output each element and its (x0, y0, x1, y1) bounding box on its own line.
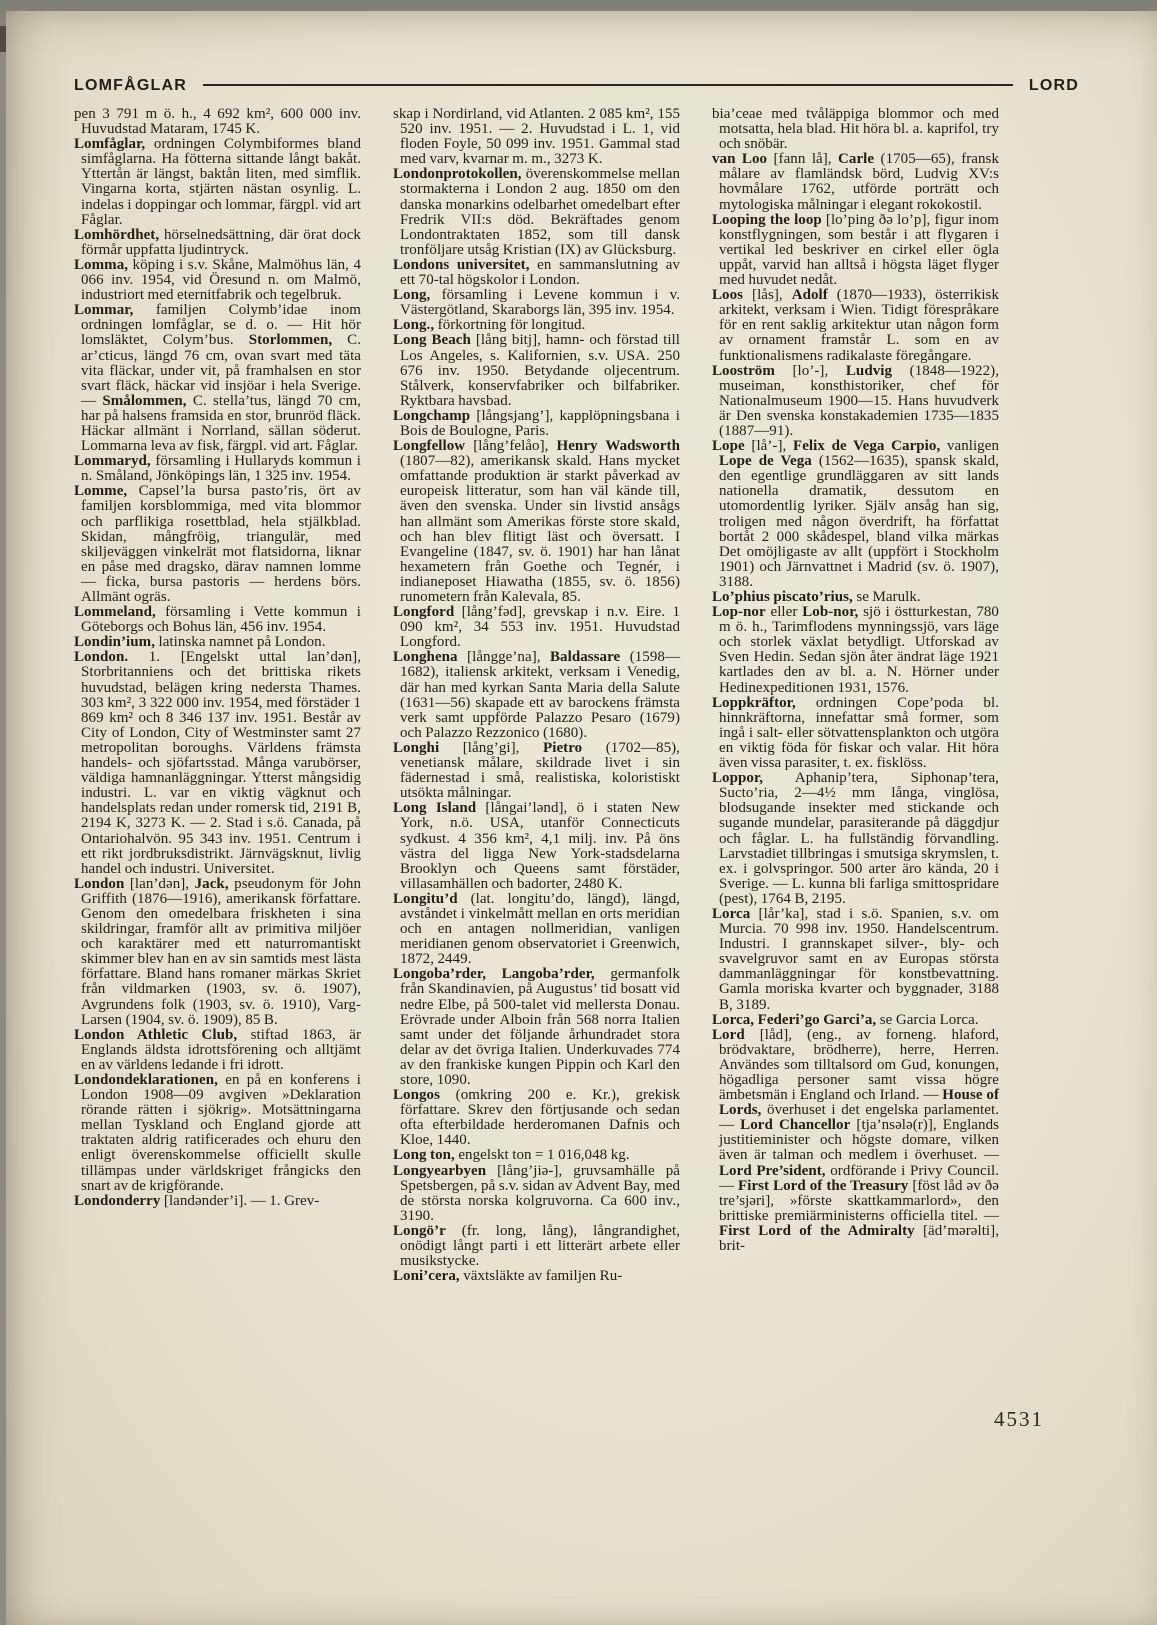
entry-headword: Longchamp (393, 407, 471, 424)
entry-headword: Londin’ium, (74, 634, 155, 651)
entry-headword: Longyearbyen (393, 1162, 487, 1179)
scanned-page (6, 11, 1157, 1625)
entry-headword: Loppkräftor, (712, 694, 796, 711)
entry-bold-text: Pietro (543, 739, 583, 756)
encyclopedia-entry: Lommeland, församling i Vette kommun i Göteborgs och Bohus län, 456 inv. 1954. (74, 604, 361, 636)
entry-headword: Lomfåglar, (74, 136, 146, 153)
entry-headword: Lomma, (74, 256, 129, 273)
encyclopedia-entry: Londondeklarationen, en på en konferens i London 1908—09 avgiven »Deklaration rörande rätten i sjökrig». Motsättningarna mellan Tyskland och England gjorde att traktaten aldrig ratificerades och ehuru den enligt överenskommelse officiellt skulle tillämpas under världskriget frångicks den snart av de krigförande. (74, 1072, 361, 1194)
entry-headword: Longö’r (393, 1222, 446, 1239)
encyclopedia-entry: Lomhördhet, hörselnedsättning, där örat dock förmår uppfatta ljudintryck. (74, 226, 361, 258)
encyclopedia-entry: Longhena [långge’na], Baldassare (1598—1682), italiensk arkitekt, verksam i Venedig, där han med kyrkan Santa Maria della Salute (1631—56) skapade ett av barockens främsta verk samt uppförde Palazzo Pesaro (1679) och Palazzo Rezzonico (1680). (393, 649, 680, 741)
entry-bold-text: Lord Chancellor (740, 1117, 851, 1134)
text-columns (74, 107, 999, 1284)
entry-bold-text: Adolf (791, 287, 828, 304)
encyclopedia-entry: Looping the loop [lo’ping ðə lo’p], figur inom konstflygningen, som består i att flygaren i vertikal led beskriver en cirkel eller ögla uppåt, varvid han alltså i högsta läget flyger med huvudet nedåt. (712, 211, 999, 289)
entry-headword: Lommar, (74, 302, 134, 319)
page-header (74, 77, 1079, 95)
encyclopedia-entry: Longfellow [lång’felåo], Henry Wadsworth (1807—82), amerikansk skald. Hans mycket omfattande produktion är starkt påverkad av europeisk litteratur, som han väl kände till, även den svenska. Under sin livstid ansågs han allmänt som Amerikas förste store skald, och han blev flitigt läst och översatt. I Evangeline (1847, sv. ö. 1901) har han lånat hexametern från Goethe och Tegnér, i indianeposet Hiawatha (1855, sv. ö. 1856) runometern från Kalevala, 85. (393, 438, 680, 605)
entry-headword: Londonprotokollen, (393, 166, 522, 183)
encyclopedia-entry: Loni’cera, växtsläkte av familjen Ru- (393, 1268, 623, 1285)
entry-headword: Londons universitet, (393, 256, 530, 273)
entry-bold-text: Carle (838, 151, 875, 168)
entry-headword: Looström (712, 362, 775, 379)
encyclopedia-entry: van Loo [fann lå], Carle (1705—65), fransk målare av flamländsk börd, Ludvig XV:s hovmålare 1762, utförde porträtt och mytologiska målningar i elegant rokokostil. (712, 151, 999, 213)
encyclopedia-entry: Loppor, Aphanip’tera, Siphonap’tera, Sucto’ria, 2—4½ mm långa, vinglösa, blodsugande insekter med stickande och sugande mundelar, parasiterande på däggdjur och fåglar. L. ha fullständig förvandling. Larvstadiet tillbringas i smutsiga skrymslen, t. ex. i golvspringor. 500 arter äro kända, 20 i Sverige. — L. kunna bli farliga smittospridare (pest), 1764 B, 2195. (712, 770, 999, 907)
entry-headword: London (74, 875, 125, 892)
entry-headword: Lommeland, (74, 604, 156, 621)
encyclopedia-entry: Long, församling i Levene kommun i v. Västergötland, Skaraborgs län, 395 inv. 1954. (393, 287, 680, 319)
encyclopedia-entry: Lomme, Capsel’la bursa pasto’ris, ört av familjen korsblommiga, med vita blommor och parflikiga rosettblad, hela stjälkblad. Skidan, mångfröig, triangulär, med skiljeväggen vinkelrät mot flatsidorna, liknar en påse med dragsko, därav namnen lomme — ficka, bursa pastoris — herdens börs. Allmänt ogräs. (74, 483, 361, 605)
entry-headword: Lorca, (712, 1011, 755, 1028)
entry-headword: Lord (712, 1026, 745, 1043)
entry-bold-text: Baldassare (550, 649, 621, 666)
encyclopedia-entry: Lomma, köping i s.v. Skåne, Malmöhus län, 4 066 inv. 1954, vid Öresund n. om Malmö, industriort med eternitfabrik och tegelbruk. (74, 256, 361, 304)
encyclopedia-entry: bia’ceae med tvåläppiga blommor och med motsatta, hela blad. Hit höra bl. a. kaprifol, try och snöbär. (712, 106, 999, 153)
entry-bold-text: House of Lords, (719, 1087, 999, 1119)
encyclopedia-entry: Longford [lång’fəd], grevskap i n.v. Eire. 1 090 km², 34 553 inv. 1951. Huvudstad Longford. (393, 604, 680, 651)
entry-bold-text: Federi’go Garci’a, (757, 1011, 877, 1028)
text-column-2 (393, 107, 680, 1284)
encyclopedia-entry: Lord [låd], (eng., av forneng. hlaford, brödvaktare, brödherre), herre, Herren. Användes som tilltalsord om Gud, konungen, högadliga personer samt vissa högre ämbetsmän i England och Irland. — House of Lords, överhuset i det engelska parlamentet. — Lord Chancellor [tja’nsələ(r)], Englands justitieminister och högste domare, vilken även är talman och medlem i överhuset. — Lord Pre’sident, ordförande i Privy Council. — First Lord of the Treasury [föst låd əv ðə tre’sjəri], »förste skattkammarlord», den brittiske premiärministerns officiella titel. — First Lord of the Admiralty [äd’mərəlti], brit- (712, 1026, 1000, 1255)
entry-bold-text: First Lord of the Treasury (738, 1177, 909, 1194)
entry-headword: Long, (393, 287, 431, 304)
text-column-3 (712, 107, 999, 1284)
entry-headword: Looping the loop (712, 211, 822, 228)
entry-headword: Loni’cera, (393, 1268, 460, 1285)
entry-headword: Lop-nor (712, 604, 766, 621)
entry-bold-text: First Lord of the Admiralty (719, 1222, 915, 1239)
encyclopedia-entry: Longitu’d (lat. longitu’do, längd), längd, avståndet i vinkelmått mellan en orts meridian och en antagen nollmeridian, vanligen meridianen genom observatoriet i Greenwich, 1872, 2449. (393, 890, 680, 968)
encyclopedia-entry: Long., förkortning för longitud. (393, 317, 586, 334)
encyclopedia-entry: Lomfåglar, ordningen Colymbiformes bland simfåglarna. Ha fötterna sittande långt bakåt. Yttertån är längst, baktån liten, med simflik. Vingarna korta, stjärten nästan osynlig. L. indelas i doppingar och lommar, färgpl. vid art Fåglar. (74, 136, 361, 228)
encyclopedia-entry: Longö’r (fr. long, lång), långrandighet, onödigt långt parti i ett litterärt arbete eller musikstycke. (393, 1222, 680, 1270)
encyclopedia-entry: Long ton, engelskt ton = 1 016,048 kg. (393, 1147, 630, 1164)
entry-bold-text: Jack, (194, 875, 229, 892)
page-number: 4531 (994, 1407, 1044, 1431)
encyclopedia-entry: Lorca [lår’ka], stad i s.ö. Spanien, s.v. om Murcia. 70 998 inv. 1950. Handelscentrum. Industri. I grannskapet silver-, bly- och svavelgruvor samt en av Europas största dammanläggningar för konstbevattning. Gamla moriska kvarter och byggnader, 3188 B, 3189. (712, 905, 999, 1013)
entry-headword: Long ton, (393, 1147, 455, 1164)
entry-headword: Long Beach (393, 332, 471, 349)
entry-headword: Lommaryd, (74, 453, 151, 470)
encyclopedia-entry: London Athletic Club, stiftad 1863, är Englands äldsta idrottsförening och alltjämt en av världens ledande i fri idrott. (74, 1026, 361, 1073)
entry-headword: Longfellow (393, 438, 466, 455)
encyclopedia-entry: Londin’ium, latinska namnet på London. (74, 634, 326, 651)
entry-headword: Longford (393, 604, 455, 621)
entry-headword: Lomhördhet, (74, 226, 160, 243)
page-content (6, 11, 1157, 1284)
entry-headword: London Athletic Club, (74, 1026, 238, 1043)
encyclopedia-entry: Long Beach [lång bitj], hamn- och förstad till Los Angeles, s. Kalifornien, s.v. USA. 250 676 inv. 1950. Betydande oljecentrum. Stålverk, konservfabriker och bilfabriker. Ryktbara havsbad. (393, 332, 680, 409)
entry-headword: Loos (712, 287, 744, 304)
running-head-right: LORD (1028, 77, 1079, 94)
encyclopedia-entry: Lommar, familjen Colymb’idae inom ordningen lomfåglar, se d. o. — Hit hör lomsläktet, Colym’bus. Storlommen, C. ar’cticus, längd 76 cm, ovan svart med täta vita fläckar, under vit, på framhalsen en stor svart fläck, häckar vid insjöar i hela Sverige. — Smålommen, C. stella’tus, längd 70 cm, har på halsens framsida en stor, brunröd fläck. Häckar allmänt i Norrland, sällan söderut. Lommarna leva av fisk, färgpl. vid art. Fåglar. (74, 302, 362, 455)
entry-bold-text: Storlommen, (248, 332, 333, 349)
entry-headword: Lomme, (74, 483, 128, 500)
entry-headword: Londonderry (74, 1192, 161, 1209)
entry-headword: Lorca (712, 905, 751, 922)
entry-headword: Longos (393, 1087, 440, 1104)
entry-headword: Lo’phius piscato’rius, (712, 589, 853, 605)
entry-bold-text: Lob-nor, (802, 604, 859, 621)
entry-headword: Longhena (393, 649, 458, 666)
encyclopedia-entry: Longhi [lång’gi], Pietro (1702—85), venetiansk målare, skildrade livet i sin fädernestad i små, realistiska, koloristiskt utsökta målningar. (393, 739, 680, 802)
encyclopedia-entry: London [lan’dən], Jack, pseudonym för John Griffith (1876—1916), amerikansk författare. Genom den omedelbara friskheten i sina skildringar, framför allt av primitiva miljöer och karaktärer med ett naturromantiskt skimmer blev han en av sin samtids mest lästa författare. Bland hans romaner märkas Skriet från vildmarken (1903, sv. ö. 1907), Avgrundens folk (1903, sv. ö. 1910), Varg-Larsen (1904, sv. ö. 1909), 85 B. (74, 875, 361, 1028)
entry-bold-text: Lope de Vega (719, 453, 812, 470)
entry-bold-text: Ludvig (845, 362, 893, 379)
encyclopedia-entry: Lorca, Federi’go Garci’a, se Garcia Lorca. (712, 1011, 979, 1028)
encyclopedia-entry: Londons universitet, en sammanslutning av ett 70-tal högskolor i London. (393, 256, 680, 289)
encyclopedia-entry: Longchamp [långsjang’], kapplöpningsbana i Bois de Boulogne, Paris. (393, 407, 680, 439)
text-column-1 (74, 107, 361, 1284)
encyclopedia-entry: Longoba’rder, Langoba’rder, germanfolk från Skandinavien, på Augustus’ tid bosatt vid nedre Elbe, på 500-talet vid mellersta Donau. Erövrade under Alboin från 568 norra Italien samt under det följande århundradet stora delar av det övriga Italien. Underkuvades 774 av den frankiske kungen Pippin och Karl den store, 1090. (393, 966, 680, 1088)
encyclopedia-entry: Loppkräftor, ordningen Cope’poda bl. hinnkräftorna, innefattar små former, som ingå i salt- eller sötvattensplankton och utgöra en viktig föda för fiskar och valar. Hit höra även vissa parasiter, t. ex. fisklöss. (712, 694, 999, 772)
encyclopedia-entry: Lommaryd, församling i Hullaryds kommun i n. Småland, Jönköpings län, 1 325 inv. 1954. (74, 453, 361, 485)
entry-headword: Londondeklarationen, (74, 1072, 218, 1088)
encyclopedia-entry: Lo’phius piscato’rius, se Marulk. (712, 589, 921, 605)
entry-bold-text: Smålommen, (102, 392, 187, 409)
entry-headword: London. (74, 649, 129, 666)
encyclopedia-entry: Lope [lå’-], Felix de Vega Carpio, vanligen Lope de Vega (1562—1635), spansk skald, den egentlige grundläggaren av sitt lands nationella dramatik, dessutom en utomordentlig lyriker. Själv ansåg han sig, troligen med någon överdrift, ha författat bortåt 2 000 skådespel, bland vilka märkas Det omöjligaste av allt (uppfört i Stockholm 1901) och Järnvattnet i Madrid (sv. ö. 1907), 3188. (712, 438, 1000, 590)
entry-bold-text: Lord Pre’sident, (719, 1162, 826, 1179)
entry-headword: Longitu’d (393, 890, 458, 907)
encyclopedia-entry: London. 1. [Engelskt uttal lan’dən], Storbritanniens och det brittiska rikets huvudstad, belägen kring nedersta Thames. 303 km², 3 322 000 inv. 1954, med förstäder 1 869 km² och 8 346 137 inv. 1951. Består av City of London, City of Westminster samt 27 metropolitan boroughs. Världens främsta handels- och sjöfartsstad. Många varubörser, väldiga hamnanläggningar. Ytterst mångsidig industri. L. var en viktig vägknut och handelsplats redan under romersk tid, 2191 B, 2194 K, 3273 K. — 2. Stad i s.ö. Canada, på Ontariohalvön. 95 343 inv. 1951. Centrum i ett rikt jordbruksdistrikt. Järnvägsknut, livlig handel och industri. Universitet. (74, 649, 361, 877)
entry-bold-text: Henry Wadsworth (556, 438, 680, 455)
running-head-left: LOMFÅGLAR (74, 77, 188, 94)
entry-headword: van Loo (712, 151, 768, 168)
entry-headword: Long., (393, 317, 435, 334)
entry-bold-text: Felix de Vega Carpio, (793, 438, 941, 455)
encyclopedia-entry: Long Island [långai’lənd], ö i staten New York, n.ö. USA, utanför Connecticuts sydkust. 4 356 km², 4,1 milj. inv. På öns västra del ligga New York-stadsdelarna Brooklyn och Queens samt förstäder, villasamhällen och badorter, 2480 K. (393, 800, 680, 892)
encyclopedia-entry: Lop-nor eller Lob-nor, sjö i östturkestan, 780 m ö. h., Tarimflodens mynningssjö, vars läge och storlek växlat betydligt. Utforskad av Sven Hedin. Sedan sjön åter ändrat läge 1921 kartlades den av bl. a. N. Hörner under Hedinexpeditionen 1931, 1576. (712, 604, 999, 696)
encyclopedia-entry: skap i Nordirland, vid Atlanten. 2 085 km², 155 520 inv. 1951. — 2. Huvudstad i L. 1, vid floden Foyle, 50 099 inv. 1951. Gammal stad med varv, kvarnar m. m., 3273 K. (393, 106, 680, 168)
entry-headword: Long Island (393, 800, 477, 817)
entry-headword: Loppor, (712, 770, 764, 787)
encyclopedia-entry: Londonderry [landənder’i]. — 1. Grev- (74, 1192, 320, 1209)
encyclopedia-entry: Londonprotokollen, överenskommelse mellan stormakterna i London 2 aug. 1850 om den danska monarkins odelbarhet omedelbart efter Fredrik VII:s död. Bekräftades genom Londontraktaten 1852, som till dansk tronföljare utsåg Kristian (IX) av Glücksburg. (393, 166, 680, 258)
encyclopedia-entry: Longos (omkring 200 e. Kr.), grekisk författare. Skrev den förtjusande och sedan ofta efterbildade herderomanen Dafnis och Kloe, 1440. (393, 1087, 680, 1149)
entry-headword: Longoba’rder, Langoba’rder, (393, 966, 595, 983)
entry-headword: Longhi (393, 739, 440, 756)
encyclopedia-entry: pen 3 791 m ö. h., 4 692 km², 600 000 inv. Huvudstad Mataram, 1745 K. (74, 106, 361, 138)
encyclopedia-entry: Longyearbyen [lång’jiə-], gruvsamhälle på Spetsbergen, på s.v. sidan av Advent Bay, med de största norska kolgruvorna. Ca 600 inv., 3190. (393, 1162, 680, 1224)
encyclopedia-entry: Loos [lås], Adolf (1870—1933), österrikisk arkitekt, verksam i Wien. Tidigt förespråkare för en rent saklig arkitektur utan någon form av ornament framstår L. som en av funktionalismens radikalaste föregångare. (712, 287, 999, 364)
encyclopedia-entry: Looström [lo’-], Ludvig (1848—1922), museiman, konsthistoriker, chef för Nationalmuseum 1900—15. Hans huvudverk är Den svenska konstakademien 1735—1835 (1887—91). (712, 362, 1000, 439)
header-rule (203, 84, 1013, 86)
entry-headword: Lope (712, 438, 745, 455)
